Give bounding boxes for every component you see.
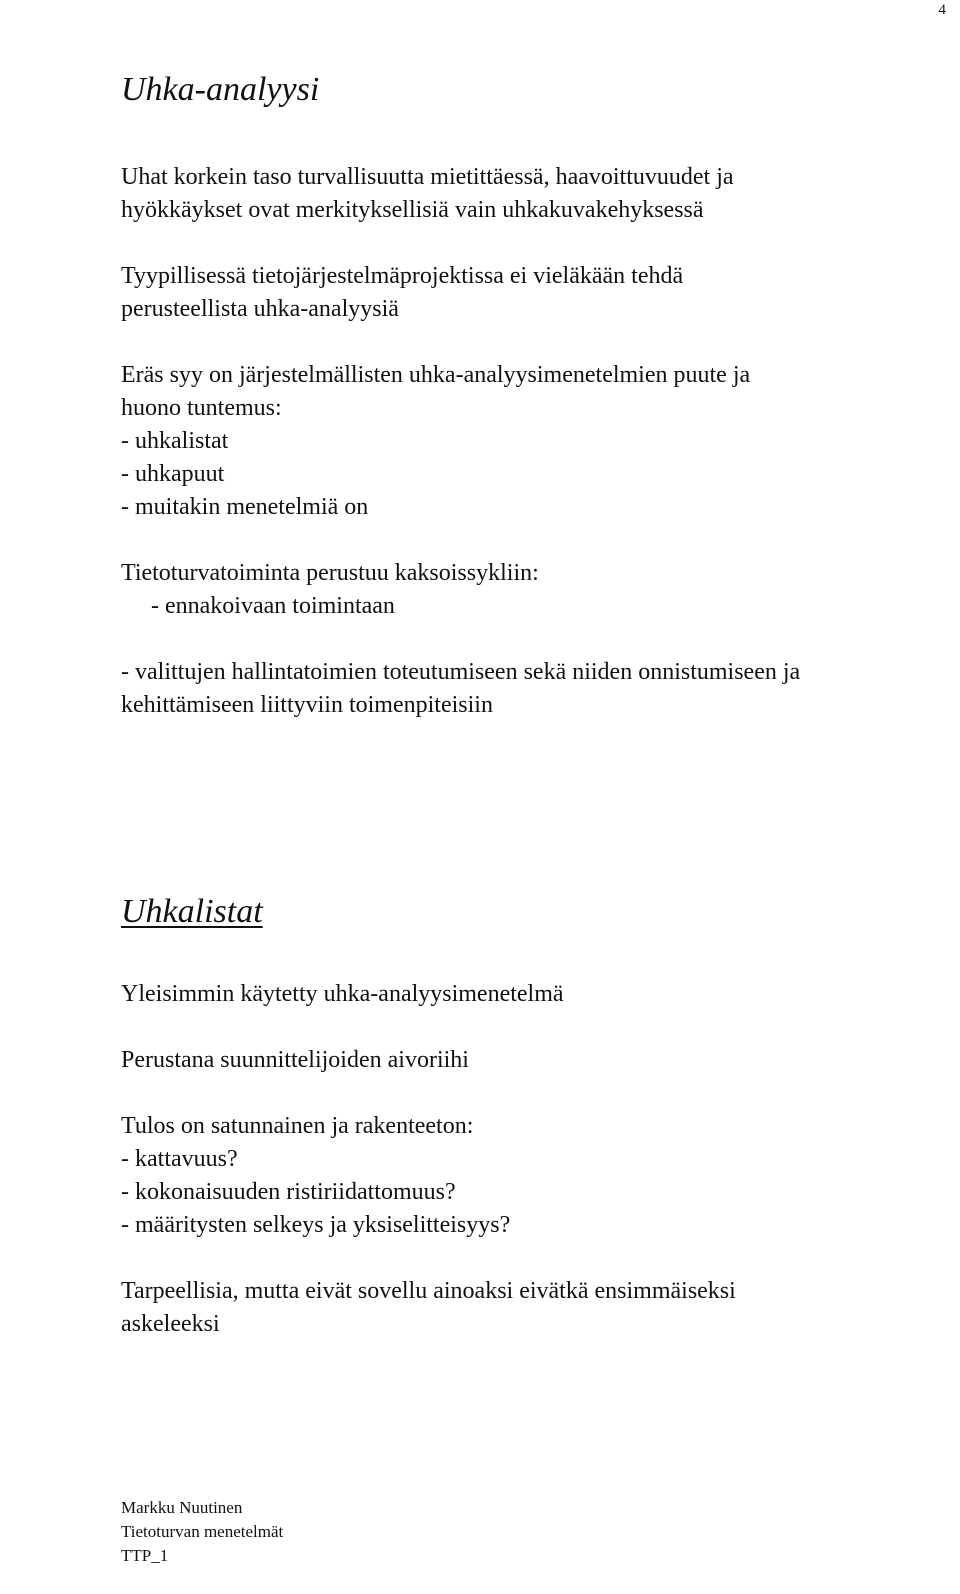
paragraph xyxy=(121,978,941,1011)
list-item: - kokonaisuuden ristiriidattomuus? xyxy=(121,1178,456,1205)
paragraph xyxy=(121,656,941,722)
paragraph xyxy=(121,1110,941,1242)
paragraph xyxy=(121,260,941,326)
section-heading-uhka-analyysi: Uhka-analyysi xyxy=(121,71,320,108)
text-line: Tyypillisessä tietojärjestelmäprojektissa ei vieläkään tehdä xyxy=(121,262,684,289)
list-item: - uhkapuut xyxy=(121,460,225,487)
list-item: - muitakin menetelmiä on xyxy=(121,493,369,520)
text-line: Tietoturvatoiminta perustuu kaksoissykliin: xyxy=(121,559,539,586)
list-item: - ennakoivaan toimintaan xyxy=(151,592,395,619)
text-line: perusteellista uhka-analyysiä xyxy=(121,295,399,322)
paragraph xyxy=(121,359,941,524)
list-item: - valittujen hallintatoimien toteutumiseen sekä niiden onnistumiseen ja xyxy=(121,658,801,685)
text-line: Yleisimmin käytetty uhka-analyysimenetelmä xyxy=(121,980,564,1007)
paragraph xyxy=(121,1044,941,1077)
paragraph xyxy=(121,590,941,623)
text-line: Perustana suunnittelijoiden aivoriihi xyxy=(121,1046,469,1073)
text-line: hyökkäykset ovat merkityksellisiä vain uhkakuvakehyksessä xyxy=(121,196,704,223)
section-heading-uhkalistat: Uhkalistat xyxy=(121,892,263,930)
list-item: - määritysten selkeys ja yksiselitteisyys? xyxy=(121,1211,511,1238)
text-line: Tulos on satunnainen ja rakenteeton: xyxy=(121,1112,474,1139)
footer-course: Tietoturvan menetelmät xyxy=(121,1522,284,1541)
text-line: huono tuntemus: xyxy=(121,394,282,421)
paragraph xyxy=(121,1275,941,1341)
page-number: 4 xyxy=(938,2,946,18)
text-line: Uhat korkein taso turvallisuutta mietittäessä, haavoittuvuudet ja xyxy=(121,163,734,190)
list-item: - kattavuus? xyxy=(121,1145,238,1172)
page-footer xyxy=(121,1496,283,1568)
paragraph xyxy=(121,557,941,590)
text-line: Tarpeellisia, mutta eivät sovellu ainoaksi eivätkä ensimmäiseksi xyxy=(121,1277,736,1304)
text-line: askeleeksi xyxy=(121,1310,220,1337)
list-item: - uhkalistat xyxy=(121,427,229,454)
paragraph xyxy=(121,161,941,227)
footer-code: TTP_1 xyxy=(121,1546,169,1565)
text-line: kehittämiseen liittyviin toimenpiteisiin xyxy=(121,691,493,718)
footer-author: Markku Nuutinen xyxy=(121,1498,243,1517)
page-content xyxy=(121,70,941,1341)
text-line: Eräs syy on järjestelmällisten uhka-analyysimenetelmien puute ja xyxy=(121,361,751,388)
